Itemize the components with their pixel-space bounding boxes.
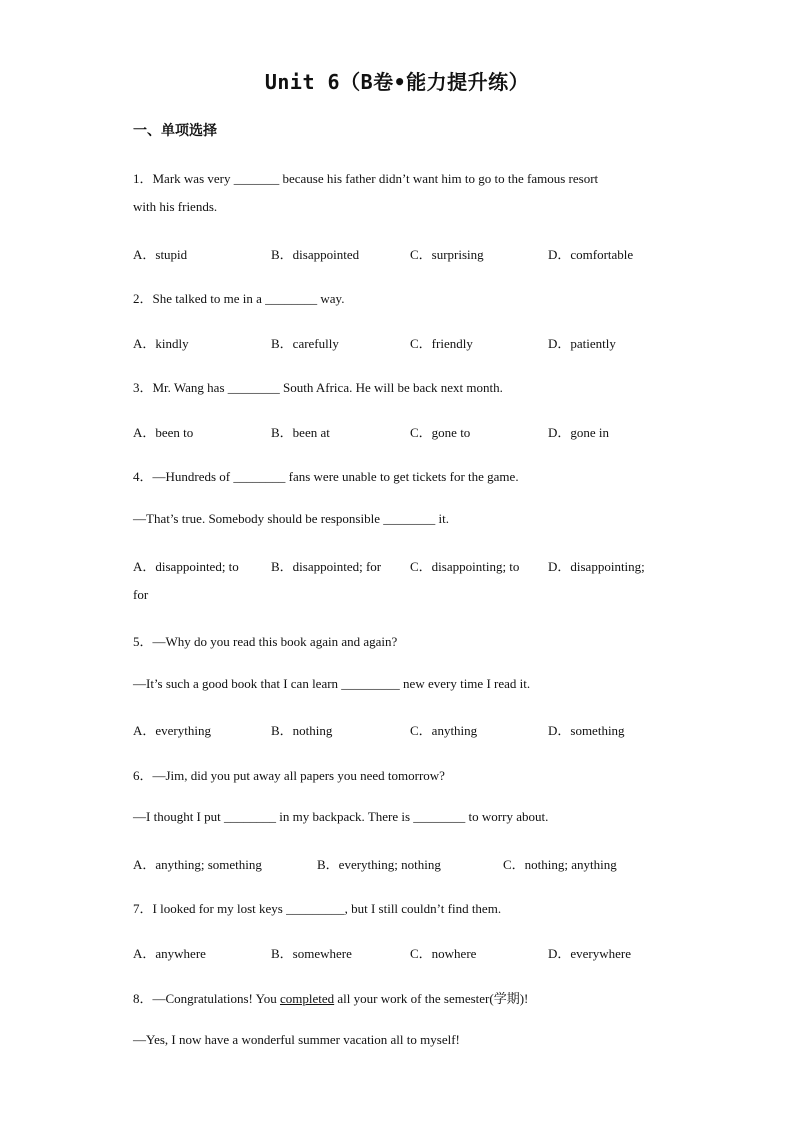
question-5-option-d: D．something: [548, 723, 625, 738]
question-2-option-a: A．kindly: [133, 336, 189, 351]
question-5-option-c: C．anything: [410, 723, 478, 738]
question-5-option-a: A．everything: [133, 723, 211, 738]
question-2-option-b: B．carefully: [271, 336, 339, 351]
question-1-line-1: 1．Mark was very _______ because his father didn’t want him to go to the famous resort: [133, 171, 599, 186]
question-3-option-d: D．gone in: [548, 425, 610, 440]
question-7-line-1: 7．I looked for my lost keys _________, but I still couldn’t find them.: [133, 901, 502, 916]
question-3-option-a: A．been to: [133, 425, 194, 440]
question-8-text-end: all your work of the semester(学期)!: [334, 991, 529, 1006]
question-4-option-a: A．disappointed; to: [133, 559, 239, 574]
question-2-option-d: D．patiently: [548, 336, 616, 351]
question-5-line-2: —It’s such a good book that I can learn _________ new every time I read it.: [133, 676, 531, 691]
question-5-line-1: 5．—Why do you read this book again and again?: [133, 634, 398, 649]
question-6-option-a: A．anything; something: [133, 857, 262, 872]
question-1-line-2: with his friends.: [133, 199, 218, 214]
question-7-option-d: D．everywhere: [548, 946, 632, 961]
question-7-option-b: B．somewhere: [271, 946, 352, 961]
question-2-line-1: 2．She talked to me in a ________ way.: [133, 291, 345, 306]
question-6-option-c: C．nothing; anything: [503, 857, 617, 872]
question-4-line-2: —That’s true. Somebody should be responsible ________ it.: [133, 511, 449, 526]
question-8-line-1: [133, 988, 528, 1007]
question-3-option-b: B．been at: [271, 425, 330, 440]
question-8-underlined-word: completed: [279, 991, 335, 1006]
question-2-option-c: C．friendly: [410, 336, 473, 351]
question-7-option-c: C．nowhere: [410, 946, 477, 961]
question-4-option-b: B．disappointed; for: [271, 559, 382, 574]
question-7-option-a: A．anywhere: [133, 946, 206, 961]
question-1-option-b: B．disappointed: [271, 247, 360, 262]
question-6-line-2: —I thought I put ________ in my backpack. There is ________ to worry about.: [133, 809, 549, 824]
question-8-line-2: —Yes, I now have a wonderful summer vacation all to myself!: [133, 1032, 460, 1047]
question-6-line-1: 6．—Jim, did you put away all papers you need tomorrow?: [133, 768, 445, 783]
page-title: Unit 6（B卷•能力提升练）: [264, 70, 530, 94]
question-8-text-start: 8．—Congratulations! You: [133, 991, 280, 1006]
question-4-option-d: D．disappointing;: [548, 559, 645, 574]
question-5-option-b: B．nothing: [271, 723, 333, 738]
question-4-option-d-wrap: for: [133, 587, 149, 602]
question-6-option-b: B．everything; nothing: [317, 857, 441, 872]
question-3-line-1: 3．Mr. Wang has ________ South Africa. He will be back next month.: [133, 380, 503, 395]
section-heading: 一、单项选择: [133, 123, 217, 139]
question-1-option-a: A．stupid: [133, 247, 188, 262]
question-1-option-d: D．comfortable: [548, 247, 634, 262]
question-3-option-c: C．gone to: [410, 425, 471, 440]
question-4-line-1: 4．—Hundreds of ________ fans were unable to get tickets for the game.: [133, 469, 519, 484]
question-1-option-c: C．surprising: [410, 247, 484, 262]
question-4-option-c: C．disappointing; to: [410, 559, 520, 574]
